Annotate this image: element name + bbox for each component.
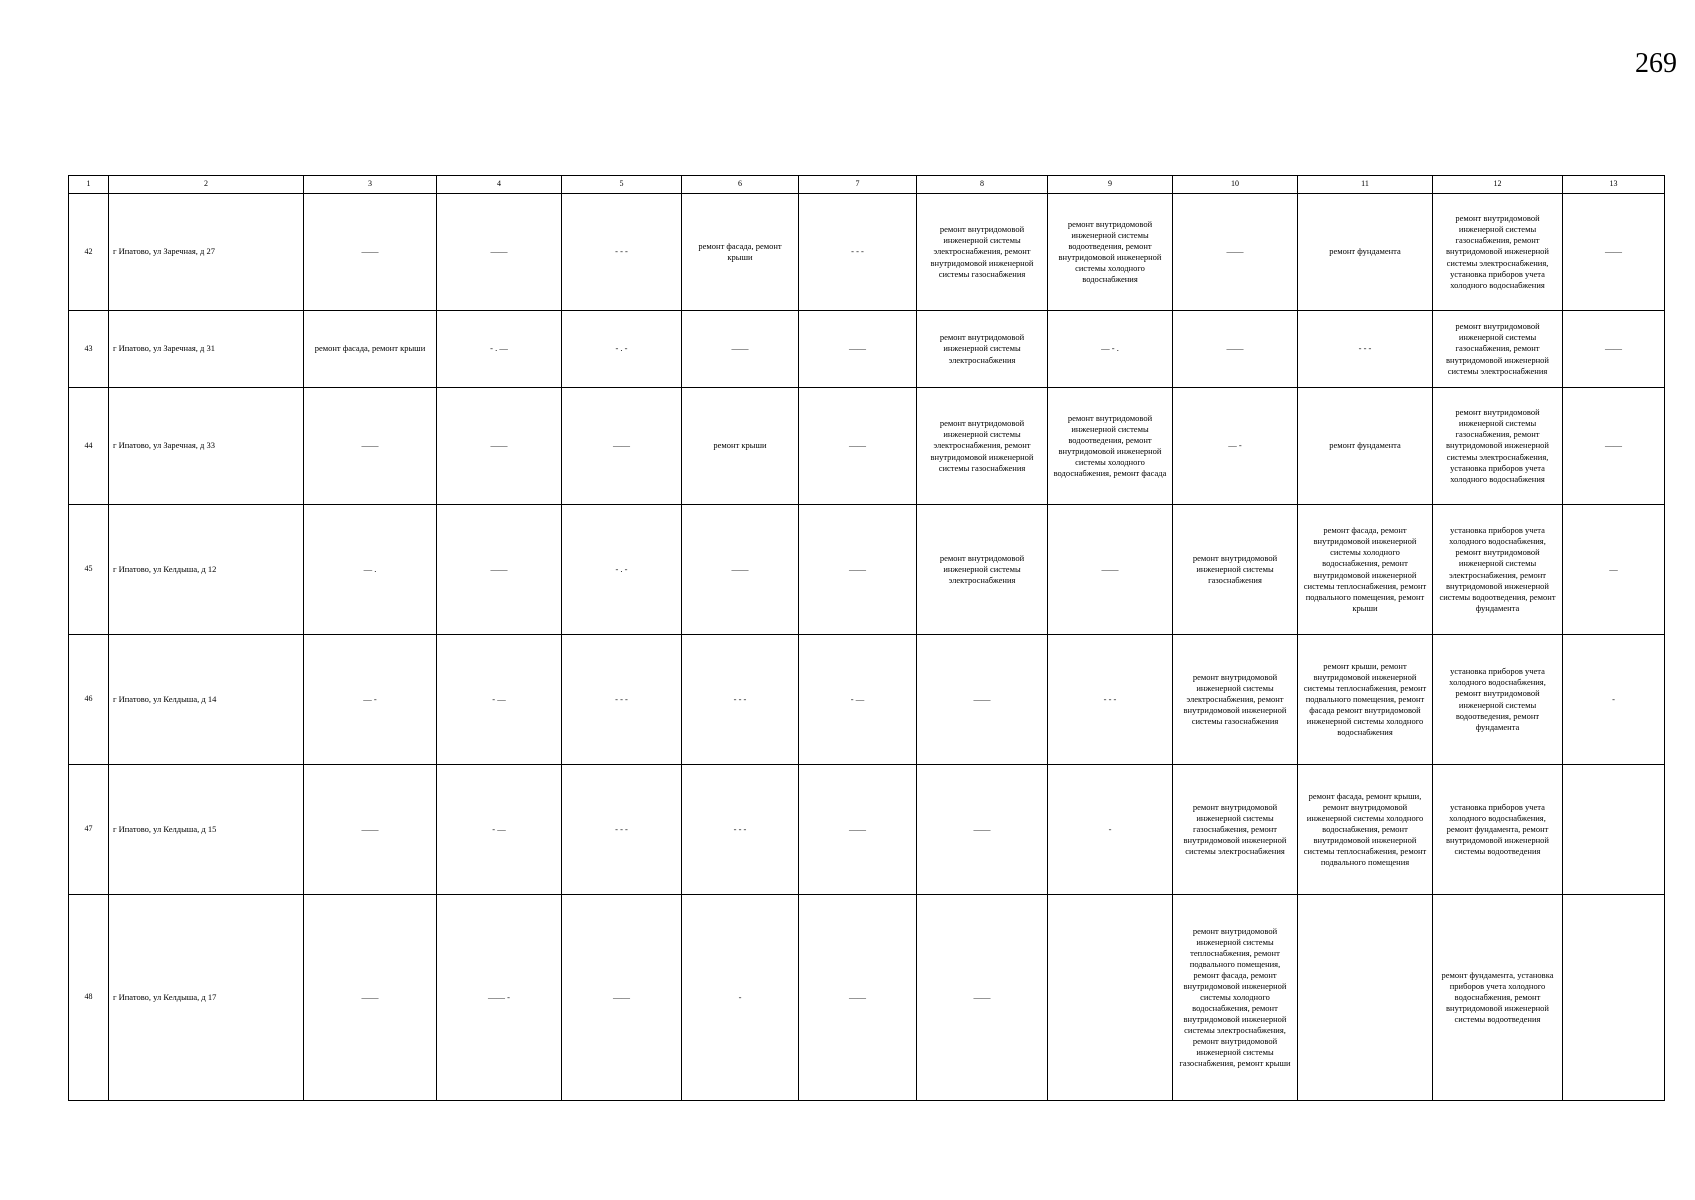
column-header: 4 [437, 176, 562, 194]
table-cell: - - - [1048, 635, 1173, 765]
table-cell: - - - [1298, 311, 1433, 388]
table-cell: ремонт внутридомовой инженерной системы электроснабжения, ремонт внутридомовой инженерной системы газоснабжения [1173, 635, 1298, 765]
table-cell: ремонт фасада, ремонт крыши, ремонт внутридомовой инженерной системы холодного водоснабжения, ремонт внутридомовой инженерной системы теплоснабжения, ремонт подвального помещения [1298, 765, 1433, 895]
table-cell: —— [437, 505, 562, 635]
table-cell: - — [437, 765, 562, 895]
table-cell: установка приборов учета холодного водоснабжения, ремонт внутридомовой инженерной системы электроснабжения, ремонт внутридомовой инженерной системы водоотведения, ремонт фундамента [1433, 505, 1563, 635]
table-cell: установка приборов учета холодного водоснабжения, ремонт внутридомовой инженерной системы водоотведения, ремонт фундамента [1433, 635, 1563, 765]
address-cell: г Ипатово, ул Келдыша, д 17 [109, 895, 304, 1101]
table-cell: ремонт внутридомовой инженерной системы газоснабжения, ремонт внутридомовой инженерной системы электроснабжения [1433, 311, 1563, 388]
table-body [69, 194, 1665, 1101]
table-row [69, 895, 1665, 1101]
row-number-cell: 45 [69, 505, 109, 635]
table-cell: —— [799, 765, 917, 895]
table-cell: - — [437, 635, 562, 765]
table-cell [1563, 765, 1665, 895]
table-cell: - [682, 895, 799, 1101]
table-row [69, 194, 1665, 311]
column-header: 6 [682, 176, 799, 194]
table-cell: —— [1048, 505, 1173, 635]
table-cell: ремонт фасада, ремонт крыши [682, 194, 799, 311]
column-header: 5 [562, 176, 682, 194]
table-cell: ремонт внутридомовой инженерной системы электроснабжения [917, 311, 1048, 388]
table-cell: - . - [562, 311, 682, 388]
table-cell: - - - [562, 194, 682, 311]
table-cell: —— [1563, 194, 1665, 311]
table-cell: —— [682, 505, 799, 635]
column-header: 8 [917, 176, 1048, 194]
table-cell: —— [799, 311, 917, 388]
table-cell: —— [917, 765, 1048, 895]
table-cell: ремонт внутридомовой инженерной системы водоотведения, ремонт внутридомовой инженерной системы холодного водоснабжения, ремонт фасада [1048, 388, 1173, 505]
address-cell: г Ипатово, ул Заречная, д 31 [109, 311, 304, 388]
table-cell: - . — [437, 311, 562, 388]
table-row [69, 635, 1665, 765]
table-cell: - [1048, 765, 1173, 895]
address-cell: г Ипатово, ул Келдыша, д 12 [109, 505, 304, 635]
table-cell: — - [304, 635, 437, 765]
table-cell: —— [799, 388, 917, 505]
table-cell: ремонт внутридомовой инженерной системы электроснабжения, ремонт внутридомовой инженерной системы газоснабжения [917, 388, 1048, 505]
table-cell: —— [304, 388, 437, 505]
column-header: 2 [109, 176, 304, 194]
row-number-cell: 47 [69, 765, 109, 895]
table-cell: —— [1563, 311, 1665, 388]
table-cell: ремонт внутридомовой инженерной системы газоснабжения, ремонт внутридомовой инженерной системы электроснабжения, установка приборов учета холодного водоснабжения [1433, 194, 1563, 311]
address-cell: г Ипатово, ул Келдыша, д 15 [109, 765, 304, 895]
table-cell: —— [437, 388, 562, 505]
table-cell: ремонт внутридомовой инженерной системы газоснабжения, ремонт внутридомовой инженерной системы электроснабжения [1173, 765, 1298, 895]
table-cell: —— [1173, 311, 1298, 388]
table-cell: —— [1173, 194, 1298, 311]
address-cell: г Ипатово, ул Заречная, д 33 [109, 388, 304, 505]
row-number-cell: 43 [69, 311, 109, 388]
row-number-cell: 46 [69, 635, 109, 765]
table-cell: —— [1563, 388, 1665, 505]
table-cell: ремонт внутридомовой инженерной системы газоснабжения [1173, 505, 1298, 635]
table-cell: — - [1173, 388, 1298, 505]
table-cell: - - - [799, 194, 917, 311]
table-cell: —— [304, 194, 437, 311]
table-cell: —— [682, 311, 799, 388]
table-cell: ремонт фасада, ремонт внутридомовой инженерной системы холодного водоснабжения, ремонт внутридомовой инженерной системы теплоснабжения, ремонт подвального помещения, ремонт крыши [1298, 505, 1433, 635]
column-header: 1 [69, 176, 109, 194]
row-number-cell: 48 [69, 895, 109, 1101]
table-cell: ремонт фундамента [1298, 388, 1433, 505]
table-cell: - - - [562, 635, 682, 765]
table-cell: —— [304, 895, 437, 1101]
table-cell [1048, 895, 1173, 1101]
address-cell: г Ипатово, ул Заречная, д 27 [109, 194, 304, 311]
table-row [69, 765, 1665, 895]
table-cell: —— [437, 194, 562, 311]
table-cell: ремонт внутридомовой инженерной системы теплоснабжения, ремонт подвального помещения, ремонт фасада, ремонт внутридомовой инженерной системы холодного водоснабжения, ремонт внутридомовой инженерной системы электроснабжения, ремонт внутридомовой инженерной системы газоснабжения, ремонт крыши [1173, 895, 1298, 1101]
table-cell: - — [799, 635, 917, 765]
column-header: 3 [304, 176, 437, 194]
table-cell: ремонт крыши, ремонт внутридомовой инженерной системы теплоснабжения, ремонт подвального помещения, ремонт фасада ремонт внутридомовой инженерной системы холодного водоснабжения [1298, 635, 1433, 765]
table-cell: - - - [682, 635, 799, 765]
table-cell: —— [799, 505, 917, 635]
table-cell: ремонт внутридомовой инженерной системы водоотведения, ремонт внутридомовой инженерной системы холодного водоснабжения [1048, 194, 1173, 311]
table-cell: ремонт внутридомовой инженерной системы газоснабжения, ремонт внутридомовой инженерной системы электроснабжения, установка приборов учета холодного водоснабжения [1433, 388, 1563, 505]
repair-schedule-table [68, 175, 1665, 1101]
column-header: 13 [1563, 176, 1665, 194]
table-cell [1563, 895, 1665, 1101]
table-cell: ремонт крыши [682, 388, 799, 505]
table-cell: ремонт фасада, ремонт крыши [304, 311, 437, 388]
table-cell: —— - [437, 895, 562, 1101]
table-cell [1298, 895, 1433, 1101]
table-cell: —— [304, 765, 437, 895]
table-cell: — . [304, 505, 437, 635]
table-cell: - - - [682, 765, 799, 895]
table-cell: —— [562, 895, 682, 1101]
table-row [69, 505, 1665, 635]
column-header: 9 [1048, 176, 1173, 194]
table-cell: — - . [1048, 311, 1173, 388]
table-cell: ремонт внутридомовой инженерной системы электроснабжения, ремонт внутридомовой инженерной системы газоснабжения [917, 194, 1048, 311]
table-row [69, 311, 1665, 388]
table-cell: ремонт внутридомовой инженерной системы электроснабжения [917, 505, 1048, 635]
table-cell: - [1563, 635, 1665, 765]
table-cell: - - - [562, 765, 682, 895]
table-cell: - . - [562, 505, 682, 635]
table-row [69, 388, 1665, 505]
page-number: 269 [1635, 48, 1677, 79]
column-header: 10 [1173, 176, 1298, 194]
table-cell: — [1563, 505, 1665, 635]
row-number-cell: 44 [69, 388, 109, 505]
column-header: 12 [1433, 176, 1563, 194]
table-cell: установка приборов учета холодного водоснабжения, ремонт фундамента, ремонт внутридомовой инженерной системы водоотведения [1433, 765, 1563, 895]
table-cell: ремонт фундамента, установка приборов учета холодного водоснабжения, ремонт внутридомовой инженерной системы водоотведения [1433, 895, 1563, 1101]
column-header: 7 [799, 176, 917, 194]
table-cell: —— [917, 895, 1048, 1101]
column-number-row [69, 176, 1665, 194]
row-number-cell: 42 [69, 194, 109, 311]
table-cell: ремонт фундамента [1298, 194, 1433, 311]
table-cell: —— [562, 388, 682, 505]
column-header: 11 [1298, 176, 1433, 194]
table-cell: —— [917, 635, 1048, 765]
address-cell: г Ипатово, ул Келдыша, д 14 [109, 635, 304, 765]
table-cell: —— [799, 895, 917, 1101]
